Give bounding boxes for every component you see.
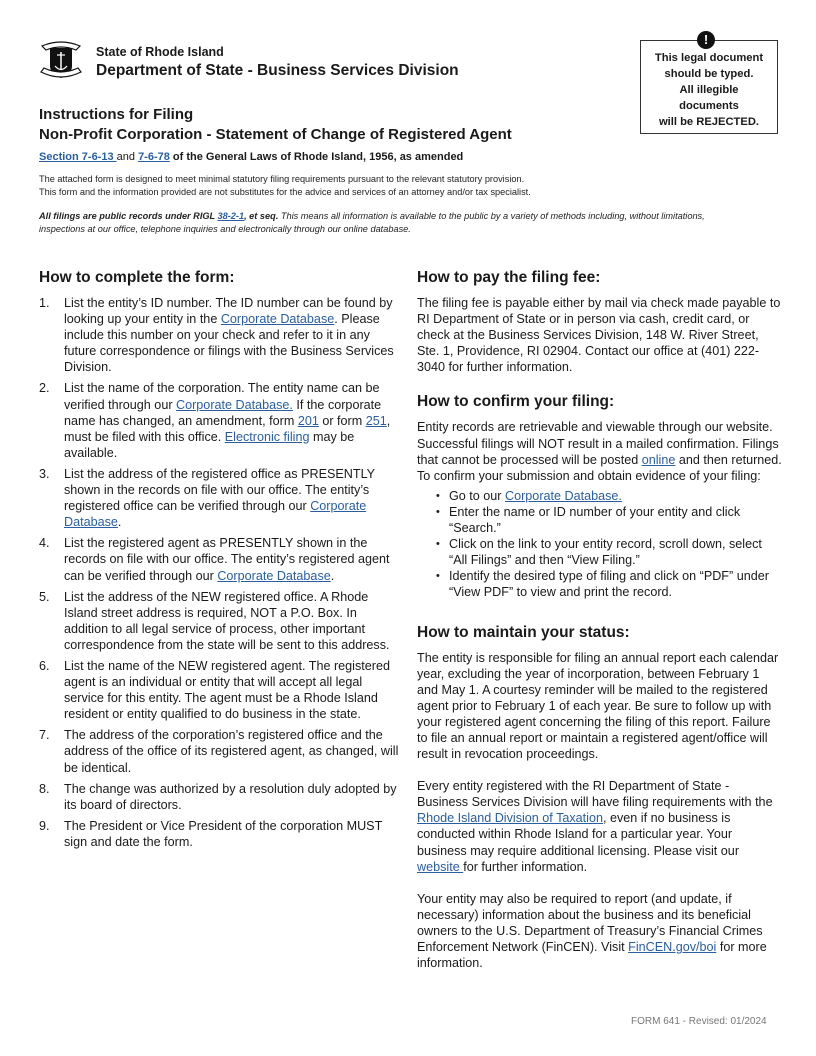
disclaimer [39,173,531,198]
notice-line: should be typed. [664,68,754,80]
ri-division-of-taxation-link[interactable]: Rhode Island Division of Taxation [417,811,603,826]
corporate-database-link[interactable]: Corporate Database. [505,488,622,503]
confirm-text: Entity records are retrievable and viewable through our website. Successful filings will NOT result in a mailed confirmation. Filings that cannot be processed will be posted [417,420,779,467]
step-item [39,781,404,813]
complete-form-heading: How to complete the form: [39,269,235,286]
para-text: for more information. [417,940,767,971]
notice-line: documents [679,100,739,112]
public-records-notice [39,210,739,235]
section-7-6-13-link[interactable]: Section 7-6-13 [39,151,117,163]
confirm-filing-heading: How to confirm your filing: [417,393,615,411]
step-text: List the name of the corporation. The entity name can be verified through our [64,381,380,412]
step-text: or form [318,413,366,428]
statute-reference [39,151,463,163]
step-item [39,295,404,375]
et-seq-text: , et seq. [244,211,279,221]
notice-line: This legal document [654,52,764,64]
step-item [39,380,404,460]
pay-fee-section [417,268,782,375]
para-text: Every entity registered with the RI Department of State - Business Services Division will have filing requirements with the [417,779,773,810]
pay-fee-heading: How to pay the filing fee: [417,269,601,286]
rigl-38-2-1-link[interactable]: 38-2-1 [217,211,245,221]
step-text: List the entity’s ID number. The ID number can be found by looking up your entity in the [64,296,393,327]
step-number: 6. [39,658,50,673]
step-number: 1. [39,296,50,310]
step-number: 2. [39,381,50,396]
step-number: 5. [39,589,50,604]
disclaimer-line-2: This form and the information provided are not substitutes for the advice and services of an attorney and/or tax specialist. [39,186,531,197]
para-text: Your entity may also be required to report (and update, if necessary) information about the business and its beneficial owners to the U.S. Department of Treasury’s Financial Crimes Enforcement Network (FinCEN). Visit [417,891,763,954]
disclaimer-line-1: The attached form is designed to meet minimal statutory filing requirements pursuant to the relevant statutory provision. [39,174,525,184]
title-line-1: Instructions for Filing [39,106,194,123]
confirm-filing-section [417,392,782,600]
maintain-status-para-1: The entity is responsible for filing an annual report each calendar year, excluding the year of incorporation, between February 1 and May 1. A courtesy reminder will be mailed to the registered agent prior to February 1 of each year. Be sure to follow up with your registered agent concerning the filing of this report. Failure to file an annual report or maintain a registered agent/office will result in revocation proceedings. [417,650,779,762]
step-text: , must be filed with this office. [64,413,391,444]
step-item [39,727,404,775]
bullet-item [436,488,782,504]
exclamation-icon: ! [697,31,715,49]
para-text: for further information. [463,859,588,874]
step-number: 8. [39,781,50,796]
step-text: The address of the corporation’s registered office and the address of the office of its registered agent, as changed, will be identical. [64,728,399,775]
bullet-text: Click on the link to your entity record, scroll down, select “All Filings” and then “View Filing.” [449,537,762,568]
typed-document-notice [640,40,778,134]
website-link[interactable]: website [417,859,464,874]
department-name: Department of State - Business Services Division [96,62,459,79]
notice-line: All illegible [679,84,739,96]
step-text: . [330,568,335,583]
para-text: , even if no business is conducted within Rhode Island for a particular year. Your business may require additional licensing. Please visit our [417,811,740,858]
maintain-status-para-3 [417,891,782,971]
step-text: If the corporate name has changed, an amendment, form [64,397,382,428]
bullet-text: Enter the name or ID number of your entity and click “Search.” [449,504,741,536]
step-text: . Please include this number on your check and refer to it in any future correspondence or filings with the Business Services Division. [64,312,394,375]
step-text: may be available. [64,429,355,460]
form-revision-footer: FORM 641 - Revised: 01/2024 [631,1016,767,1027]
state-seal-icon [38,38,84,82]
confirm-steps-list [417,488,782,601]
step-number: 4. [39,536,50,551]
step-text: . [117,515,122,530]
bullet-item [436,504,782,536]
title-line-2: Non-Profit Corporation - Statement of Change of Registered Agent [39,126,512,143]
maintain-status-section [417,623,782,972]
step-number: 9. [39,818,50,833]
public-records-bold: All filings are public records under RIGL [39,211,218,221]
right-column [417,268,782,971]
pay-fee-text: The filing fee is payable either by mail via check made payable to RI Department of State or in person via cash, credit card, or check at the Business Services Division, 148 W. River Street, Ste. 1, Providence, RI 02904. Contact our office at (401) 222-3040 for further information. [417,296,781,375]
steps-list [39,295,404,850]
step-text: List the name of the NEW registered agent. The registered agent is an individual or entity that will accept all legal service for this entity. The agent must be a Rhode Island resident or entity qualified to do business in the state. [64,658,390,722]
step-text: The President or Vice President of the corporation MUST sign and date the form. [64,818,383,849]
fincen-boi-link[interactable]: FinCEN.gov/boi [628,940,717,954]
page-title [39,105,512,145]
state-name: State of Rhode Island [96,45,224,59]
statute-rest-text: of the General Laws of Rhode Island, 1956, as amended [169,151,464,163]
step-text: List the registered agent as PRESENTLY shown in the records on file with our office. The entity’s registered agent can be verified through our [64,536,390,583]
step-text: List the address of the registered office as PRESENTLY shown in the records on file with our office. The entity’s registered office can be verified through our [64,466,375,514]
step-number: 3. [39,466,50,481]
corporate-database-link[interactable]: Corporate Database. [176,397,293,412]
step-item [39,818,404,850]
confirm-filing-text [417,419,782,483]
and-text: and [116,151,139,163]
corporate-database-link[interactable]: Corporate Database [220,312,335,327]
notice-line: will be REJECTED. [658,116,760,128]
confirm-text: and then returned. To confirm your submission and obtain evidence of your filing: [417,452,782,483]
corporate-database-link[interactable]: Corporate Database [64,499,367,530]
step-item [39,658,404,722]
maintain-status-para-2 [417,778,782,875]
document-header [38,38,598,88]
bullet-text: Go to our [449,488,506,503]
step-item [39,466,404,530]
bullet-text: Identify the desired type of filing and click on “PDF” under “View PDF” to view and print the record. [449,569,769,600]
form-251-link[interactable]: 251 [365,413,387,428]
public-records-text: This means all information is available to the public by a variety of methods including, without limitations, inspections at our office, telephone inquiries and electronically through our online database. [39,211,705,234]
electronic-filing-link[interactable]: Electronic filing [224,429,310,444]
step-text: List the address of the NEW registered office. A Rhode Island street address is required, NOT a P.O. Box. In addition to all legal service of process, other important correspondence from the state will be sent to this address. [64,589,390,652]
step-text: The change was authorized by a resolution duly adopted by its board of directors. [64,781,397,812]
complete-form-section [39,268,404,855]
step-item [39,535,404,583]
step-item [39,589,404,653]
bullet-item [436,536,782,568]
section-7-6-78-link[interactable]: 7-6-78 [138,151,170,163]
maintain-status-heading: How to maintain your status: [417,623,630,641]
step-number: 7. [39,728,50,743]
bullet-item [436,568,782,600]
corporate-database-link[interactable]: Corporate Database [217,568,331,583]
form-201-link[interactable]: 201 [297,413,319,428]
online-link[interactable]: online [641,452,676,467]
